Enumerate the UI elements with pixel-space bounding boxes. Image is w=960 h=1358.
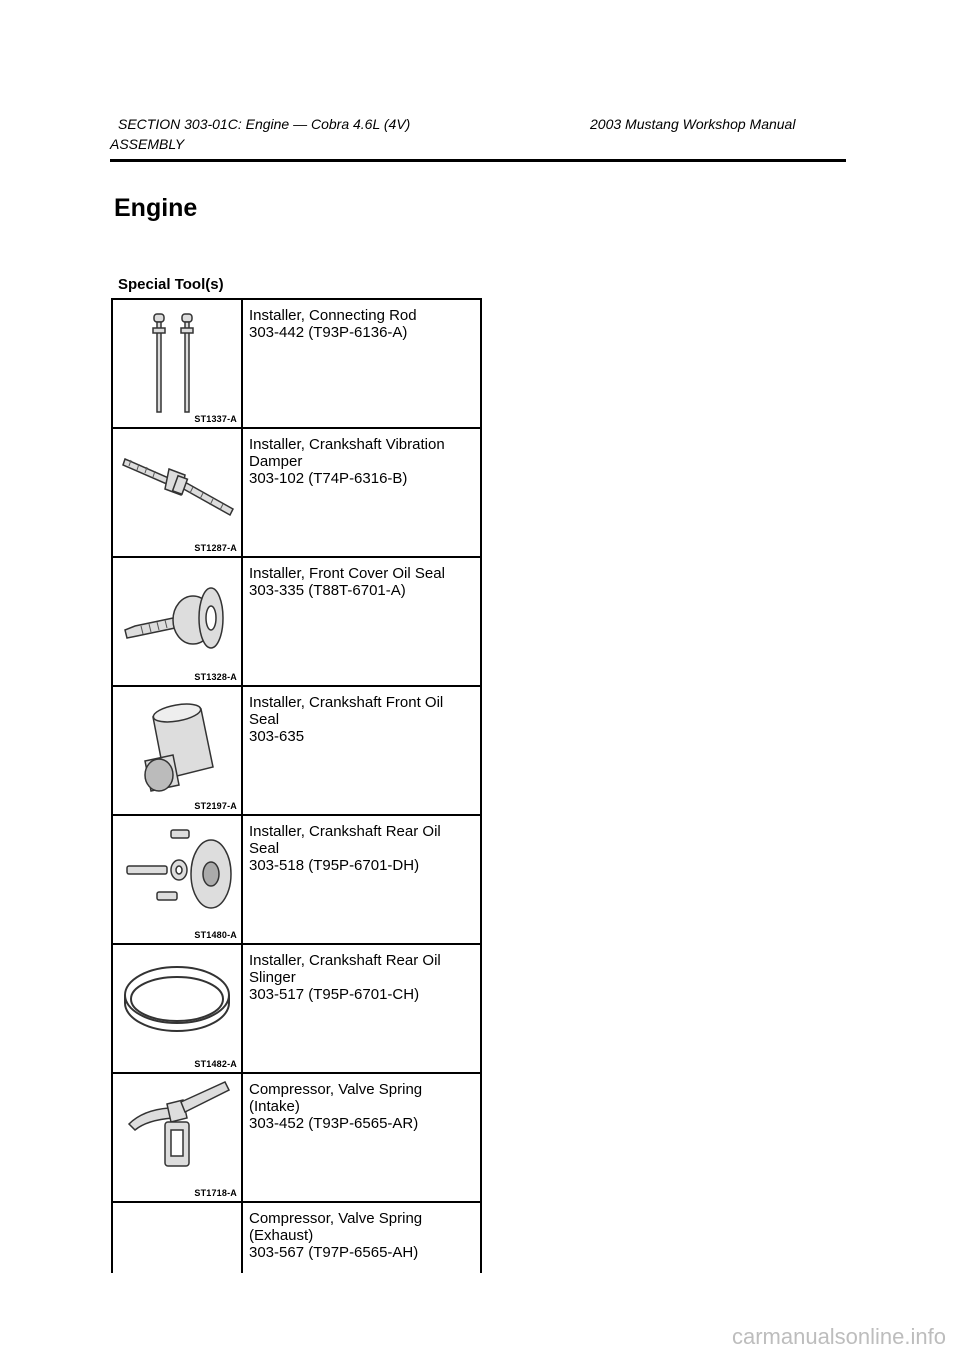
tool-image-cell — [113, 1203, 243, 1273]
table-row — [113, 1203, 480, 1273]
header-rule — [110, 159, 846, 162]
table-row — [113, 429, 480, 558]
table-row — [113, 816, 480, 945]
tool-line: 303-518 (T95P-6701-DH) — [249, 857, 420, 874]
watermark: carmanualsonline.info — [731, 1324, 946, 1349]
tool-code: ST2197-A — [194, 801, 237, 811]
tool-line: Installer, Crankshaft Rear Oil — [249, 952, 441, 969]
tool-description — [243, 558, 449, 685]
tool-line: 303-442 (T93P-6136-A) — [249, 324, 408, 341]
tool-line: 303-635 — [249, 728, 305, 745]
tool-line: (Intake) — [249, 1098, 300, 1115]
tool-code: ST1328-A — [194, 672, 237, 682]
tool-line: Installer, Front Cover Oil Seal — [249, 565, 445, 582]
vibration-damper-installer-icon — [113, 429, 241, 556]
tool-code: ST1718-A — [194, 1188, 237, 1198]
tool-image-cell — [113, 429, 243, 556]
special-tools-table — [111, 298, 482, 1273]
tool-line: Installer, Crankshaft Front Oil — [249, 694, 444, 711]
rear-oil-seal-installer-icon — [113, 816, 241, 943]
tool-description — [243, 1203, 426, 1273]
header-subsection: ASSEMBLY — [110, 136, 185, 152]
tools-heading: Special Tool(s) — [118, 276, 224, 293]
tool-line: Damper — [249, 453, 303, 470]
table-row — [113, 300, 480, 429]
tool-description — [243, 1074, 426, 1201]
page-title: Engine — [114, 194, 198, 222]
tool-line: Installer, Crankshaft Rear Oil — [249, 823, 441, 840]
tool-code: ST1337-A — [194, 414, 237, 424]
tool-image-cell — [113, 300, 243, 427]
tool-line: Installer, Crankshaft Vibration — [249, 436, 445, 453]
tool-line: 303-517 (T95P-6701-CH) — [249, 986, 420, 1003]
tool-code: ST1482-A — [194, 1059, 237, 1069]
header-section: SECTION 303-01C: Engine — Cobra 4.6L (4V) — [118, 116, 411, 132]
tool-code: ST1480-A — [194, 930, 237, 940]
header-manual: 2003 Mustang Workshop Manual — [590, 116, 796, 132]
rear-oil-slinger-installer-icon — [113, 945, 241, 1072]
tool-line: Compressor, Valve Spring — [249, 1210, 423, 1227]
tool-description — [243, 300, 421, 427]
tool-line: 303-102 (T74P-6316-B) — [249, 470, 408, 487]
tool-code: ST1287-A — [194, 543, 237, 553]
tool-image-cell — [113, 945, 243, 1072]
tool-description — [243, 687, 447, 814]
tool-image-cell — [113, 687, 243, 814]
table-row — [113, 1074, 480, 1203]
tool-line: Installer, Connecting Rod — [249, 307, 417, 324]
front-oil-seal-installer-icon — [113, 687, 241, 814]
connecting-rod-installer-icon — [113, 300, 241, 427]
tool-line: (Exhaust) — [249, 1227, 314, 1244]
front-cover-seal-installer-icon — [113, 558, 241, 685]
tool-line: Seal — [249, 840, 280, 857]
tool-description — [243, 945, 445, 1072]
table-row — [113, 558, 480, 687]
tool-image-cell — [113, 1074, 243, 1201]
valve-spring-compressor-icon — [113, 1074, 241, 1201]
tool-description — [243, 429, 449, 556]
tool-line: Compressor, Valve Spring — [249, 1081, 423, 1098]
tool-line: 303-567 (T97P-6565-AH) — [249, 1244, 419, 1261]
tool-image-cell — [113, 558, 243, 685]
table-row — [113, 687, 480, 816]
tool-description — [243, 816, 445, 943]
table-row — [113, 945, 480, 1074]
tool-image-cell — [113, 816, 243, 943]
tool-line: 303-335 (T88T-6701-A) — [249, 582, 406, 599]
tool-line: Slinger — [249, 969, 296, 986]
tool-line: Seal — [249, 711, 280, 728]
tool-line: 303-452 (T93P-6565-AR) — [249, 1115, 419, 1132]
